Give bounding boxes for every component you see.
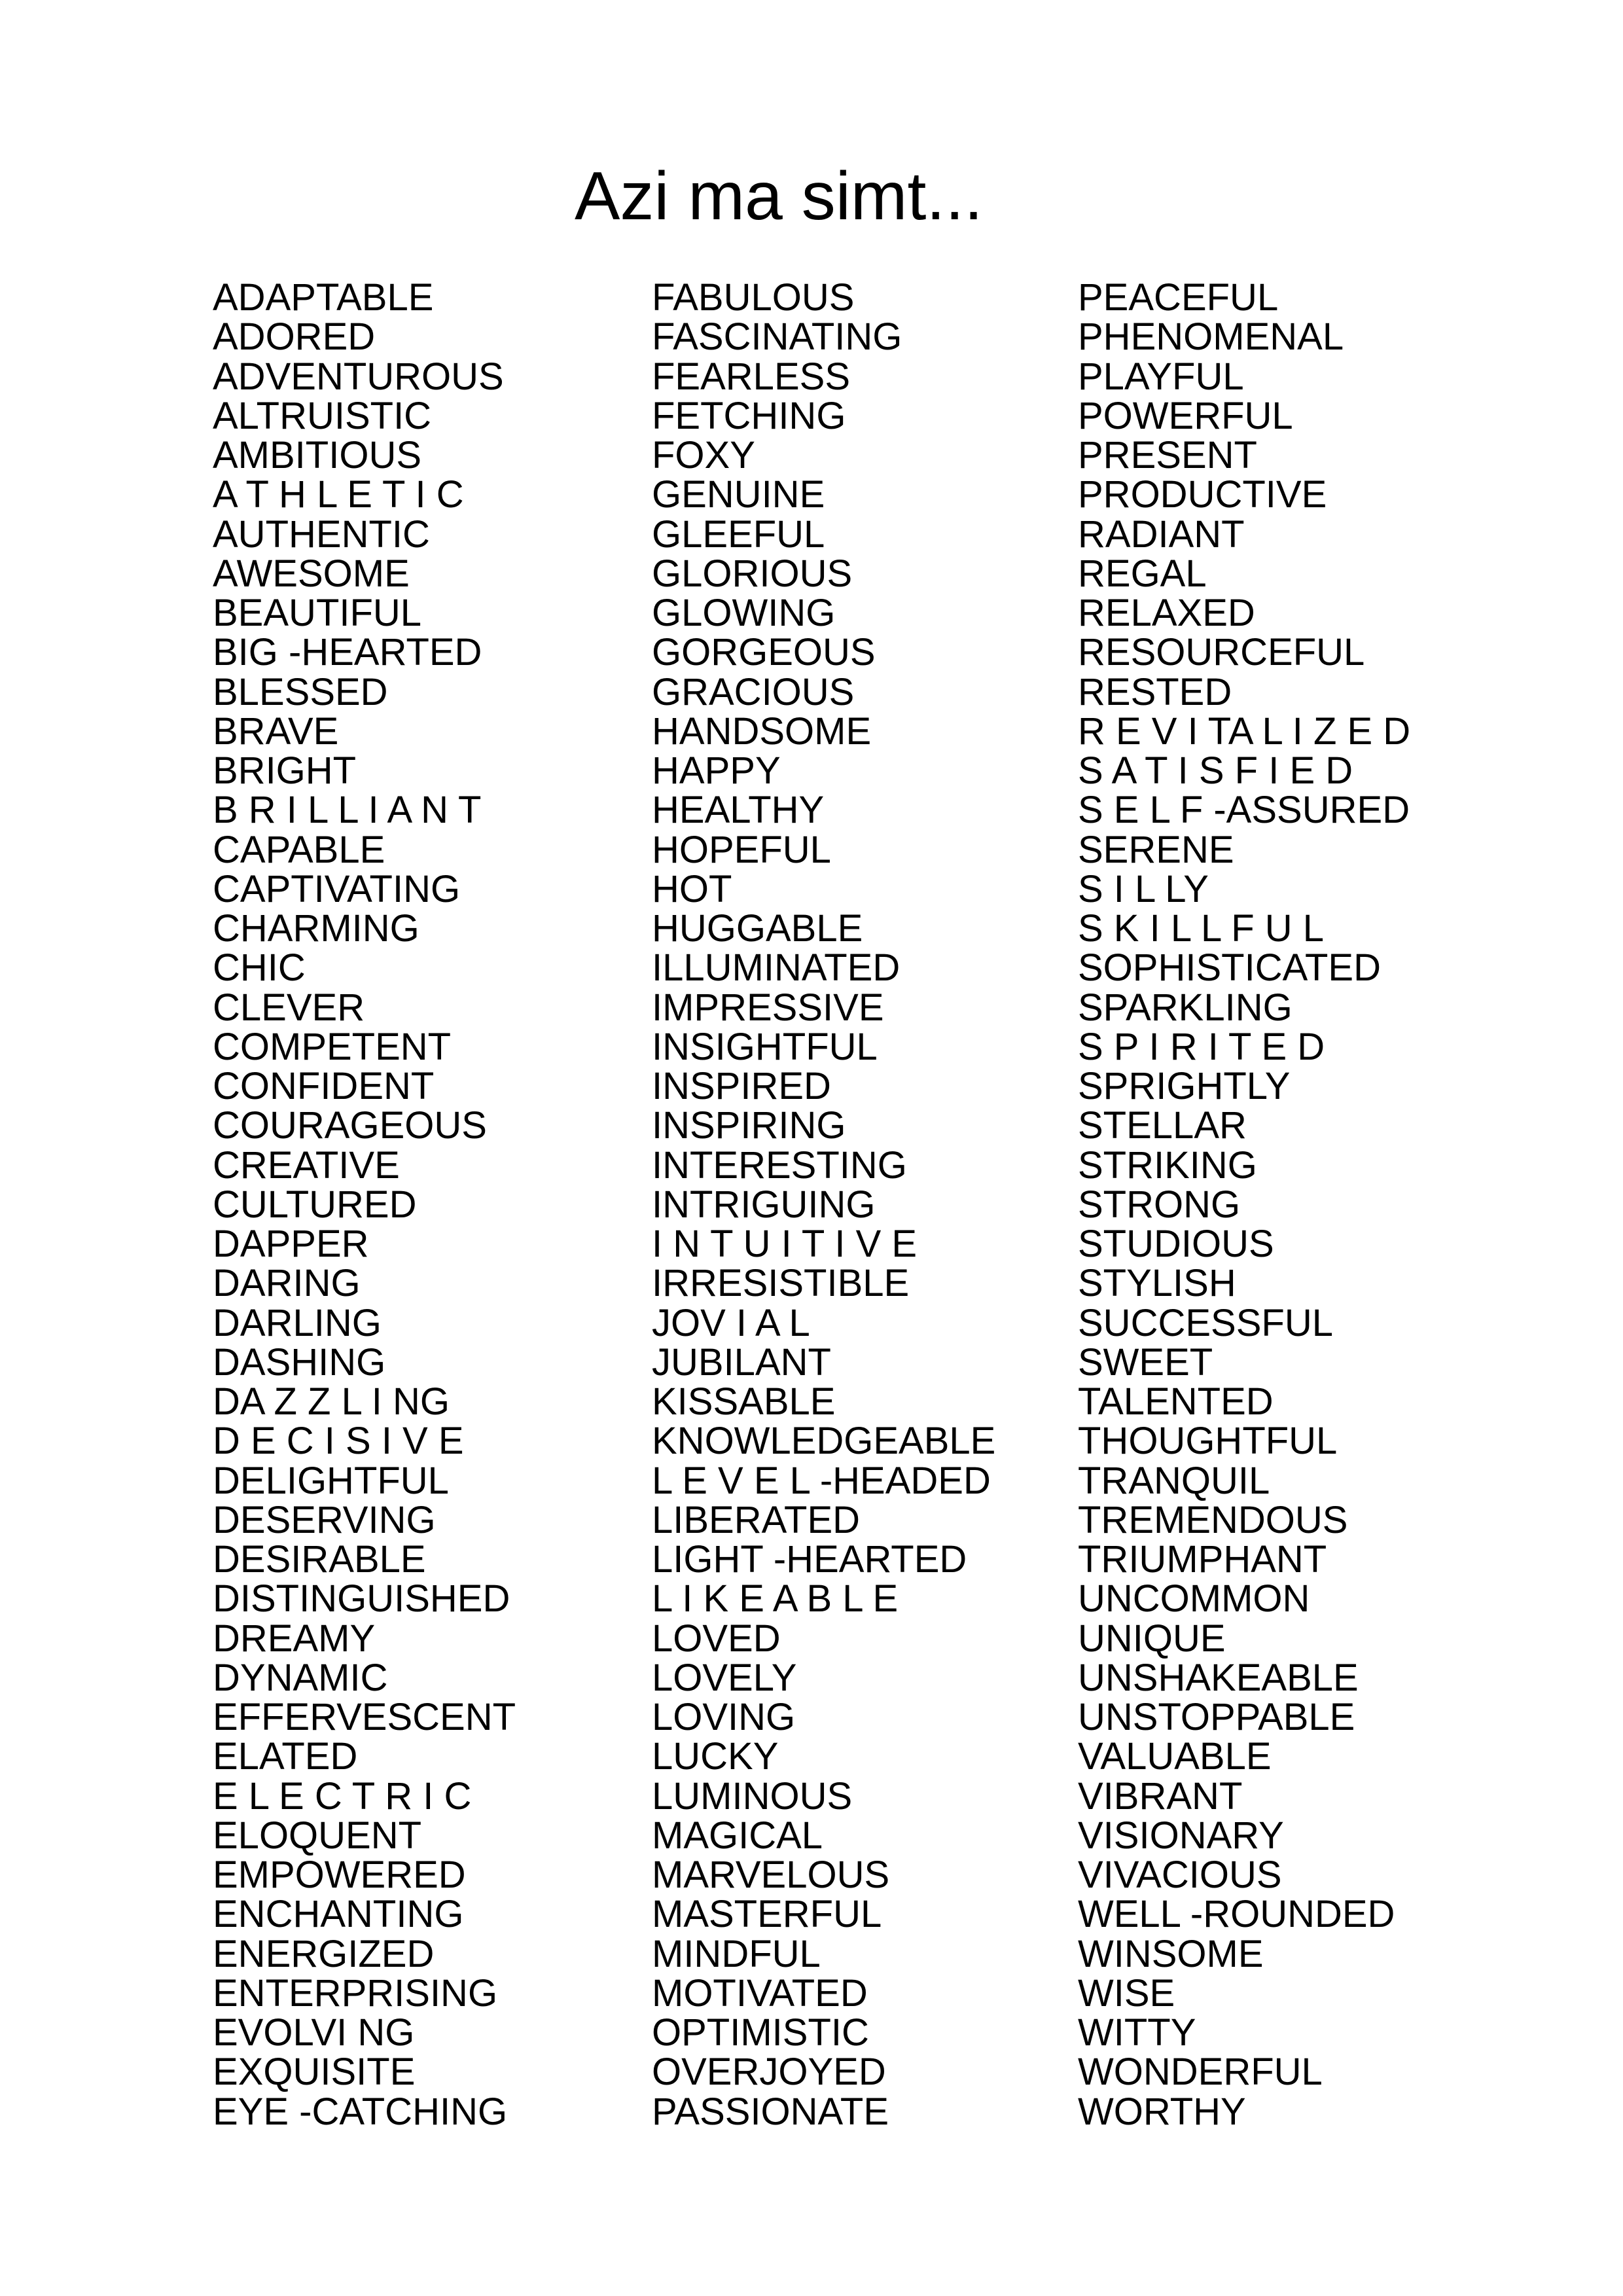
word-item: SPRIGHTLY xyxy=(1078,1065,1291,1107)
word-item: PRESENT xyxy=(1078,434,1257,476)
word-item: PHENOMENAL xyxy=(1078,315,1344,359)
word-item: DYNAMIC xyxy=(213,1656,388,1699)
word-item: COURAGEOUS xyxy=(213,1104,487,1147)
word-item: EVOLVI NG xyxy=(213,2011,415,2054)
word-item: EXQUISITE xyxy=(213,2051,416,2094)
word-item: LIBERATED xyxy=(652,1498,861,1541)
word-item: WORTHY xyxy=(1078,2090,1246,2133)
word-item: ENCHANTING xyxy=(213,1893,464,1936)
word-item: CREATIVE xyxy=(213,1143,400,1187)
word-item: ADORED xyxy=(213,315,376,359)
word-item: SOPHISTICATED xyxy=(1078,946,1381,990)
word-item: A T H L E T I C xyxy=(213,473,464,516)
word-item: R E V I TA L I Z E D xyxy=(1078,709,1411,753)
word-item: TALENTED xyxy=(1078,1380,1274,1423)
word-item: VIVACIOUS xyxy=(1078,1854,1282,1896)
word-item: D E C I S I V E xyxy=(213,1420,464,1463)
word-item: CONFIDENT xyxy=(213,1065,435,1107)
word-item: AUTHENTIC xyxy=(213,512,430,556)
word-item: PLAYFUL xyxy=(1078,355,1244,398)
word-item: HAPPY xyxy=(652,749,781,792)
word-item: TRIUMPHANT xyxy=(1078,1538,1327,1581)
word-item: IRRESISTIBLE xyxy=(652,1262,910,1305)
word-item: RADIANT xyxy=(1078,512,1245,556)
word-item: MOTIVATED xyxy=(652,1971,868,2015)
word-item: SERENE xyxy=(1078,828,1234,871)
word-item: EYE -CATCHING xyxy=(213,2090,508,2133)
word-item: DELIGHTFUL xyxy=(213,1459,449,1502)
word-item: CULTURED xyxy=(213,1183,417,1226)
word-item: SPARKLING xyxy=(1078,986,1293,1029)
word-item: WISE xyxy=(1078,1971,1175,2015)
word-item: EMPOWERED xyxy=(213,1854,466,1896)
word-item: B R I L L I A N T xyxy=(213,789,482,832)
word-item: WONDERFUL xyxy=(1078,2051,1323,2094)
word-item: TRANQUIL xyxy=(1078,1459,1270,1502)
word-item: UNSTOPPABLE xyxy=(1078,1696,1355,1738)
word-item: ENERGIZED xyxy=(213,1932,435,1975)
word-item: FETCHING xyxy=(652,394,846,437)
word-item: S I L LY xyxy=(1078,867,1209,910)
word-item: KNOWLEDGEABLE xyxy=(652,1420,996,1463)
word-item: SUCCESSFUL xyxy=(1078,1301,1333,1344)
word-item: HANDSOME xyxy=(652,709,872,753)
word-item: CLEVER xyxy=(213,986,365,1029)
word-item: LUCKY xyxy=(652,1735,779,1778)
word-item: CAPTIVATING xyxy=(213,867,461,910)
word-item: ADVENTUROUS xyxy=(213,355,504,398)
word-item: DASHING xyxy=(213,1340,386,1384)
word-item: GENUINE xyxy=(652,473,825,516)
word-item: HOPEFUL xyxy=(652,828,831,871)
word-item: INSPIRED xyxy=(652,1065,831,1107)
word-item: VALUABLE xyxy=(1078,1735,1272,1778)
word-item: LOVING xyxy=(652,1696,796,1738)
word-item: THOUGHTFUL xyxy=(1078,1420,1338,1463)
word-item: S K I L L F U L xyxy=(1078,907,1325,950)
word-item: E L E C T R I C xyxy=(213,1774,472,1818)
word-item: DREAMY xyxy=(213,1617,376,1660)
word-item: PASSIONATE xyxy=(652,2090,889,2133)
word-item: IMPRESSIVE xyxy=(652,986,884,1029)
word-item: INSIGHTFUL xyxy=(652,1025,878,1068)
word-item: DA Z Z L I NG xyxy=(213,1380,450,1423)
word-item: MAGICAL xyxy=(652,1814,823,1857)
word-item: HUGGABLE xyxy=(652,907,863,950)
word-item: COMPETENT xyxy=(213,1025,452,1068)
word-column-3 xyxy=(1078,278,1410,2132)
word-item: STELLAR xyxy=(1078,1104,1247,1147)
word-column-1 xyxy=(213,278,516,2132)
word-item: EFFERVESCENT xyxy=(213,1696,516,1738)
word-item: ADAPTABLE xyxy=(213,276,434,319)
word-item: L E V E L -HEADED xyxy=(652,1459,991,1502)
word-item: BIG -HEARTED xyxy=(213,631,482,674)
word-item: AWESOME xyxy=(213,552,410,595)
word-item: S P I R I T E D xyxy=(1078,1025,1325,1068)
word-item: RESOURCEFUL xyxy=(1078,631,1365,674)
word-item: STUDIOUS xyxy=(1078,1223,1274,1265)
word-item: BRAVE xyxy=(213,709,339,753)
word-item: BRIGHT xyxy=(213,749,357,792)
word-item: DESIRABLE xyxy=(213,1538,426,1581)
page-title: Azi ma simt... xyxy=(574,158,984,234)
word-item: RELAXED xyxy=(1078,592,1255,634)
word-item: STRIKING xyxy=(1078,1143,1257,1187)
word-item: I N T U I T I V E xyxy=(652,1223,918,1265)
word-item: HOT xyxy=(652,867,732,910)
word-item: GRACIOUS xyxy=(652,670,855,713)
word-item: FASCINATING xyxy=(652,315,902,359)
word-item: ELATED xyxy=(213,1735,358,1778)
word-item: FEARLESS xyxy=(652,355,850,398)
word-item: ENTERPRISING xyxy=(213,1971,498,2015)
word-item: VISIONARY xyxy=(1078,1814,1284,1857)
word-item: DAPPER xyxy=(213,1223,369,1265)
word-item: JOV I A L xyxy=(652,1301,810,1344)
word-item: OPTIMISTIC xyxy=(652,2011,869,2054)
word-item: MINDFUL xyxy=(652,1932,821,1975)
word-item: LOVELY xyxy=(652,1656,797,1699)
word-item: LIGHT -HEARTED xyxy=(652,1538,967,1581)
word-item: GLOWING xyxy=(652,592,836,634)
word-item: CHARMING xyxy=(213,907,419,950)
word-item: GLEEFUL xyxy=(652,512,825,556)
word-item: DISTINGUISHED xyxy=(213,1577,510,1621)
word-item: DARING xyxy=(213,1262,361,1305)
word-item: INSPIRING xyxy=(652,1104,846,1147)
word-item: FABULOUS xyxy=(652,276,855,319)
word-item: STRONG xyxy=(1078,1183,1241,1226)
word-item: BLESSED xyxy=(213,670,388,713)
word-item: POWERFUL xyxy=(1078,394,1293,437)
word-item: WELL -ROUNDED xyxy=(1078,1893,1395,1936)
word-item: AMBITIOUS xyxy=(213,434,422,476)
word-item: WITTY xyxy=(1078,2011,1196,2054)
word-item: ILLUMINATED xyxy=(652,946,901,990)
word-item: S E L F -ASSURED xyxy=(1078,789,1410,832)
word-item: REGAL xyxy=(1078,552,1207,595)
word-item: CHIC xyxy=(213,946,306,990)
word-item: GLORIOUS xyxy=(652,552,853,595)
word-item: VIBRANT xyxy=(1078,1774,1243,1818)
word-item: MARVELOUS xyxy=(652,1854,890,1896)
word-item: CAPABLE xyxy=(213,828,385,871)
word-item: PRODUCTIVE xyxy=(1078,473,1327,516)
word-item: RESTED xyxy=(1078,670,1232,713)
word-item: INTERESTING xyxy=(652,1143,907,1187)
word-item: UNIQUE xyxy=(1078,1617,1226,1660)
word-item: UNSHAKEABLE xyxy=(1078,1656,1359,1699)
word-item: MASTERFUL xyxy=(652,1893,882,1936)
word-item: FOXY xyxy=(652,434,755,476)
word-item: L I K E A B L E xyxy=(652,1577,899,1621)
word-item: DESERVING xyxy=(213,1498,436,1541)
word-item: ALTRUISTIC xyxy=(213,394,432,437)
word-column-2 xyxy=(652,278,995,2132)
word-item: LUMINOUS xyxy=(652,1774,853,1818)
word-item: S A T I S F I E D xyxy=(1078,749,1353,792)
word-item: ELOQUENT xyxy=(213,1814,422,1857)
word-item: SWEET xyxy=(1078,1340,1213,1384)
word-item: HEALTHY xyxy=(652,789,825,832)
word-item: UNCOMMON xyxy=(1078,1577,1310,1621)
word-item: KISSABLE xyxy=(652,1380,836,1423)
word-item: INTRIGUING xyxy=(652,1183,876,1226)
word-item: WINSOME xyxy=(1078,1932,1264,1975)
word-item: STYLISH xyxy=(1078,1262,1236,1305)
word-item: DARLING xyxy=(213,1301,382,1344)
word-item: BEAUTIFUL xyxy=(213,592,422,634)
word-item: LOVED xyxy=(652,1617,781,1660)
word-item: OVERJOYED xyxy=(652,2051,886,2094)
word-item: GORGEOUS xyxy=(652,631,876,674)
word-item: PEACEFUL xyxy=(1078,276,1279,319)
word-item: JUBILANT xyxy=(652,1340,831,1384)
word-item: TREMENDOUS xyxy=(1078,1498,1348,1541)
